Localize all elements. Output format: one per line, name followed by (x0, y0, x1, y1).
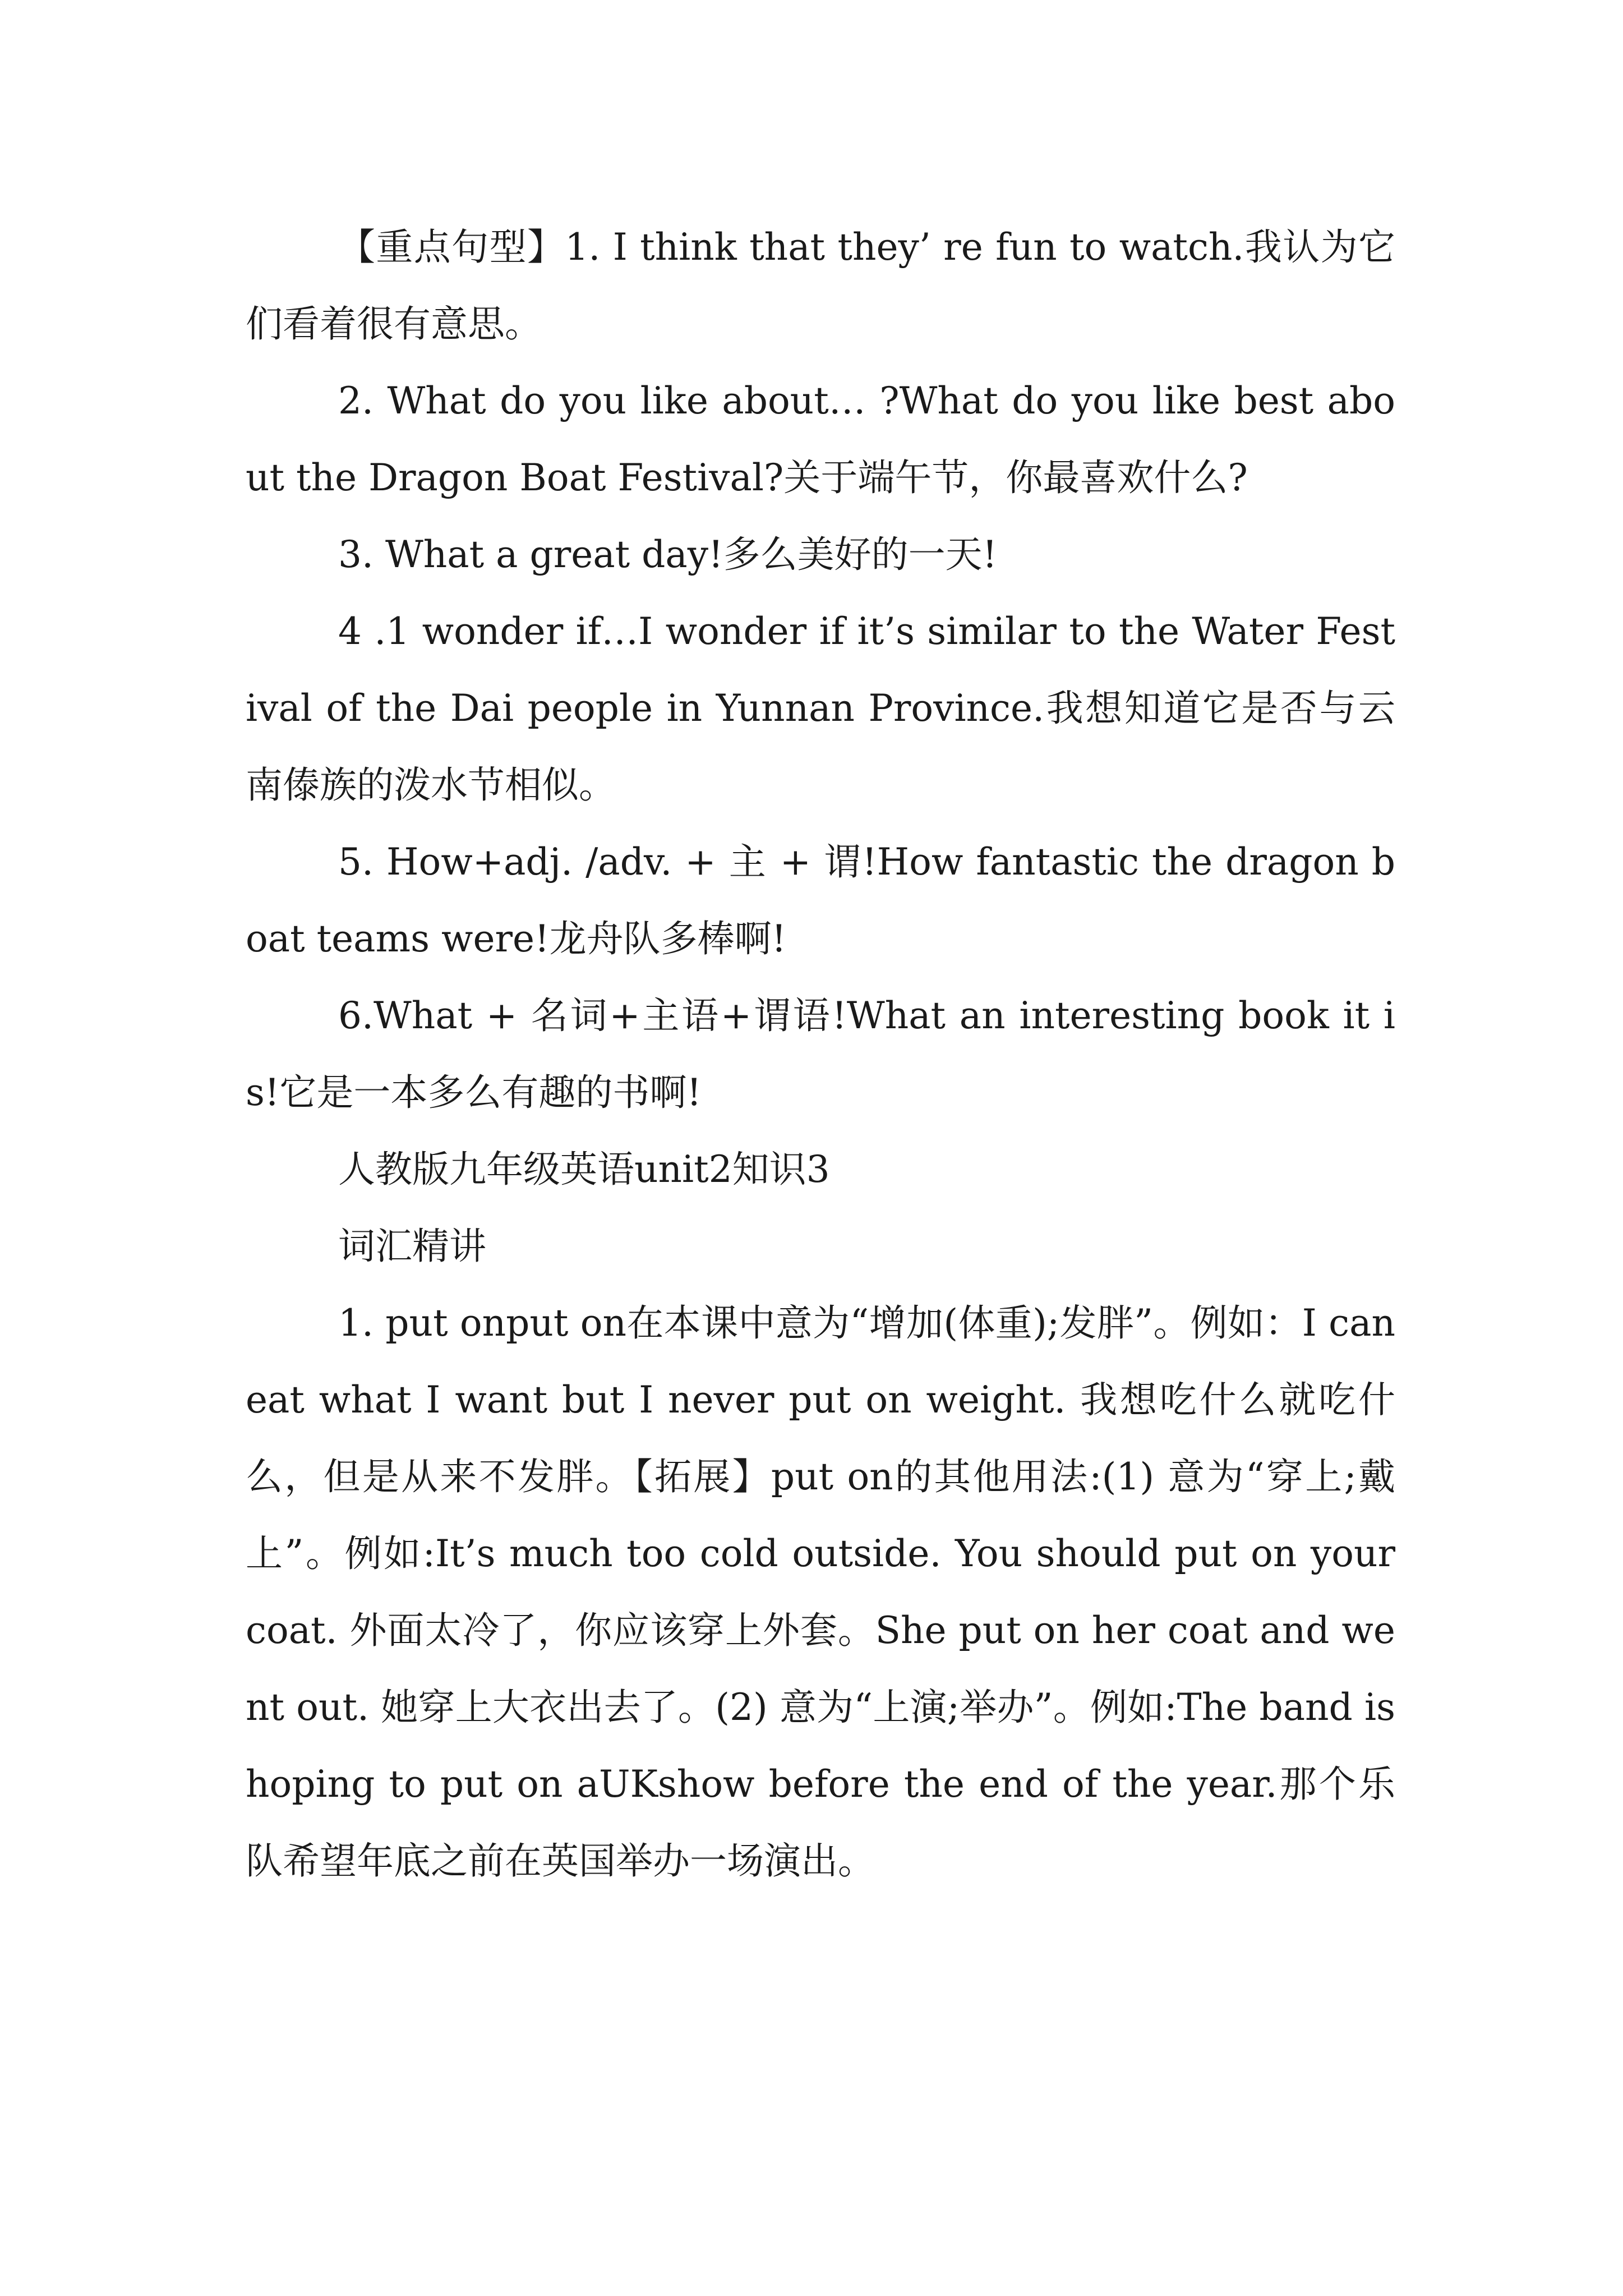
paragraph-key-sentences-4: 4 .1 wonder if…I wonder if it’s similar to the Water Festival of the Dai people in Yunnan Province.我想知道它是否与云南傣族的泼水节相似。 (246, 610, 1395, 807)
paragraph-key-sentences-1: 【重点句型】1. I think that they’ re fun to watch.我认为它们看着很有意思。 (246, 226, 1395, 346)
paragraph-key-sentences-2: 2. What do you like about… ?What do you like best about the Dragon Boat Festival?关于端午节，你最喜欢什么? (246, 379, 1395, 499)
paragraph-key-sentences-3: 3. What a great day!多么美好的一天! (338, 533, 998, 576)
document-page (246, 209, 1395, 1899)
paragraph-key-sentences-5: 5. How+adj. /adv. + 主 + 谓!How fantastic the dragon boat teams were!龙舟队多棒啊! (246, 840, 1395, 960)
paragraph-vocabulary-put-on: 1. put onput on在本课中意为“增加(体重);发胖”。例如：I can eat what I want but I never put on weight. 我想吃什么就吃什么，但是从来不发胖。【拓展】put on的其他用法:(1) 意为“穿上;戴上”。例如:It’s much too cold outside. You should put on your coat. 外面太冷了，你应该穿上外套。She put on her coat and went out. 她穿上大衣出去了。(2) 意为“上演;举办”。例如:The band is hoping to put on aUKshow before the end of the year.那个乐队希望年底之前在英国举办一场演出。 (246, 1301, 1395, 1883)
subsection-title: 词汇精讲 (338, 1225, 486, 1268)
paragraph-key-sentences-6: 6.What + 名词+主语+谓语!What an interesting book it is!它是一本多么有趣的书啊! (246, 994, 1395, 1114)
section-title: 人教版九年级英语unit2知识3 (338, 1148, 830, 1191)
